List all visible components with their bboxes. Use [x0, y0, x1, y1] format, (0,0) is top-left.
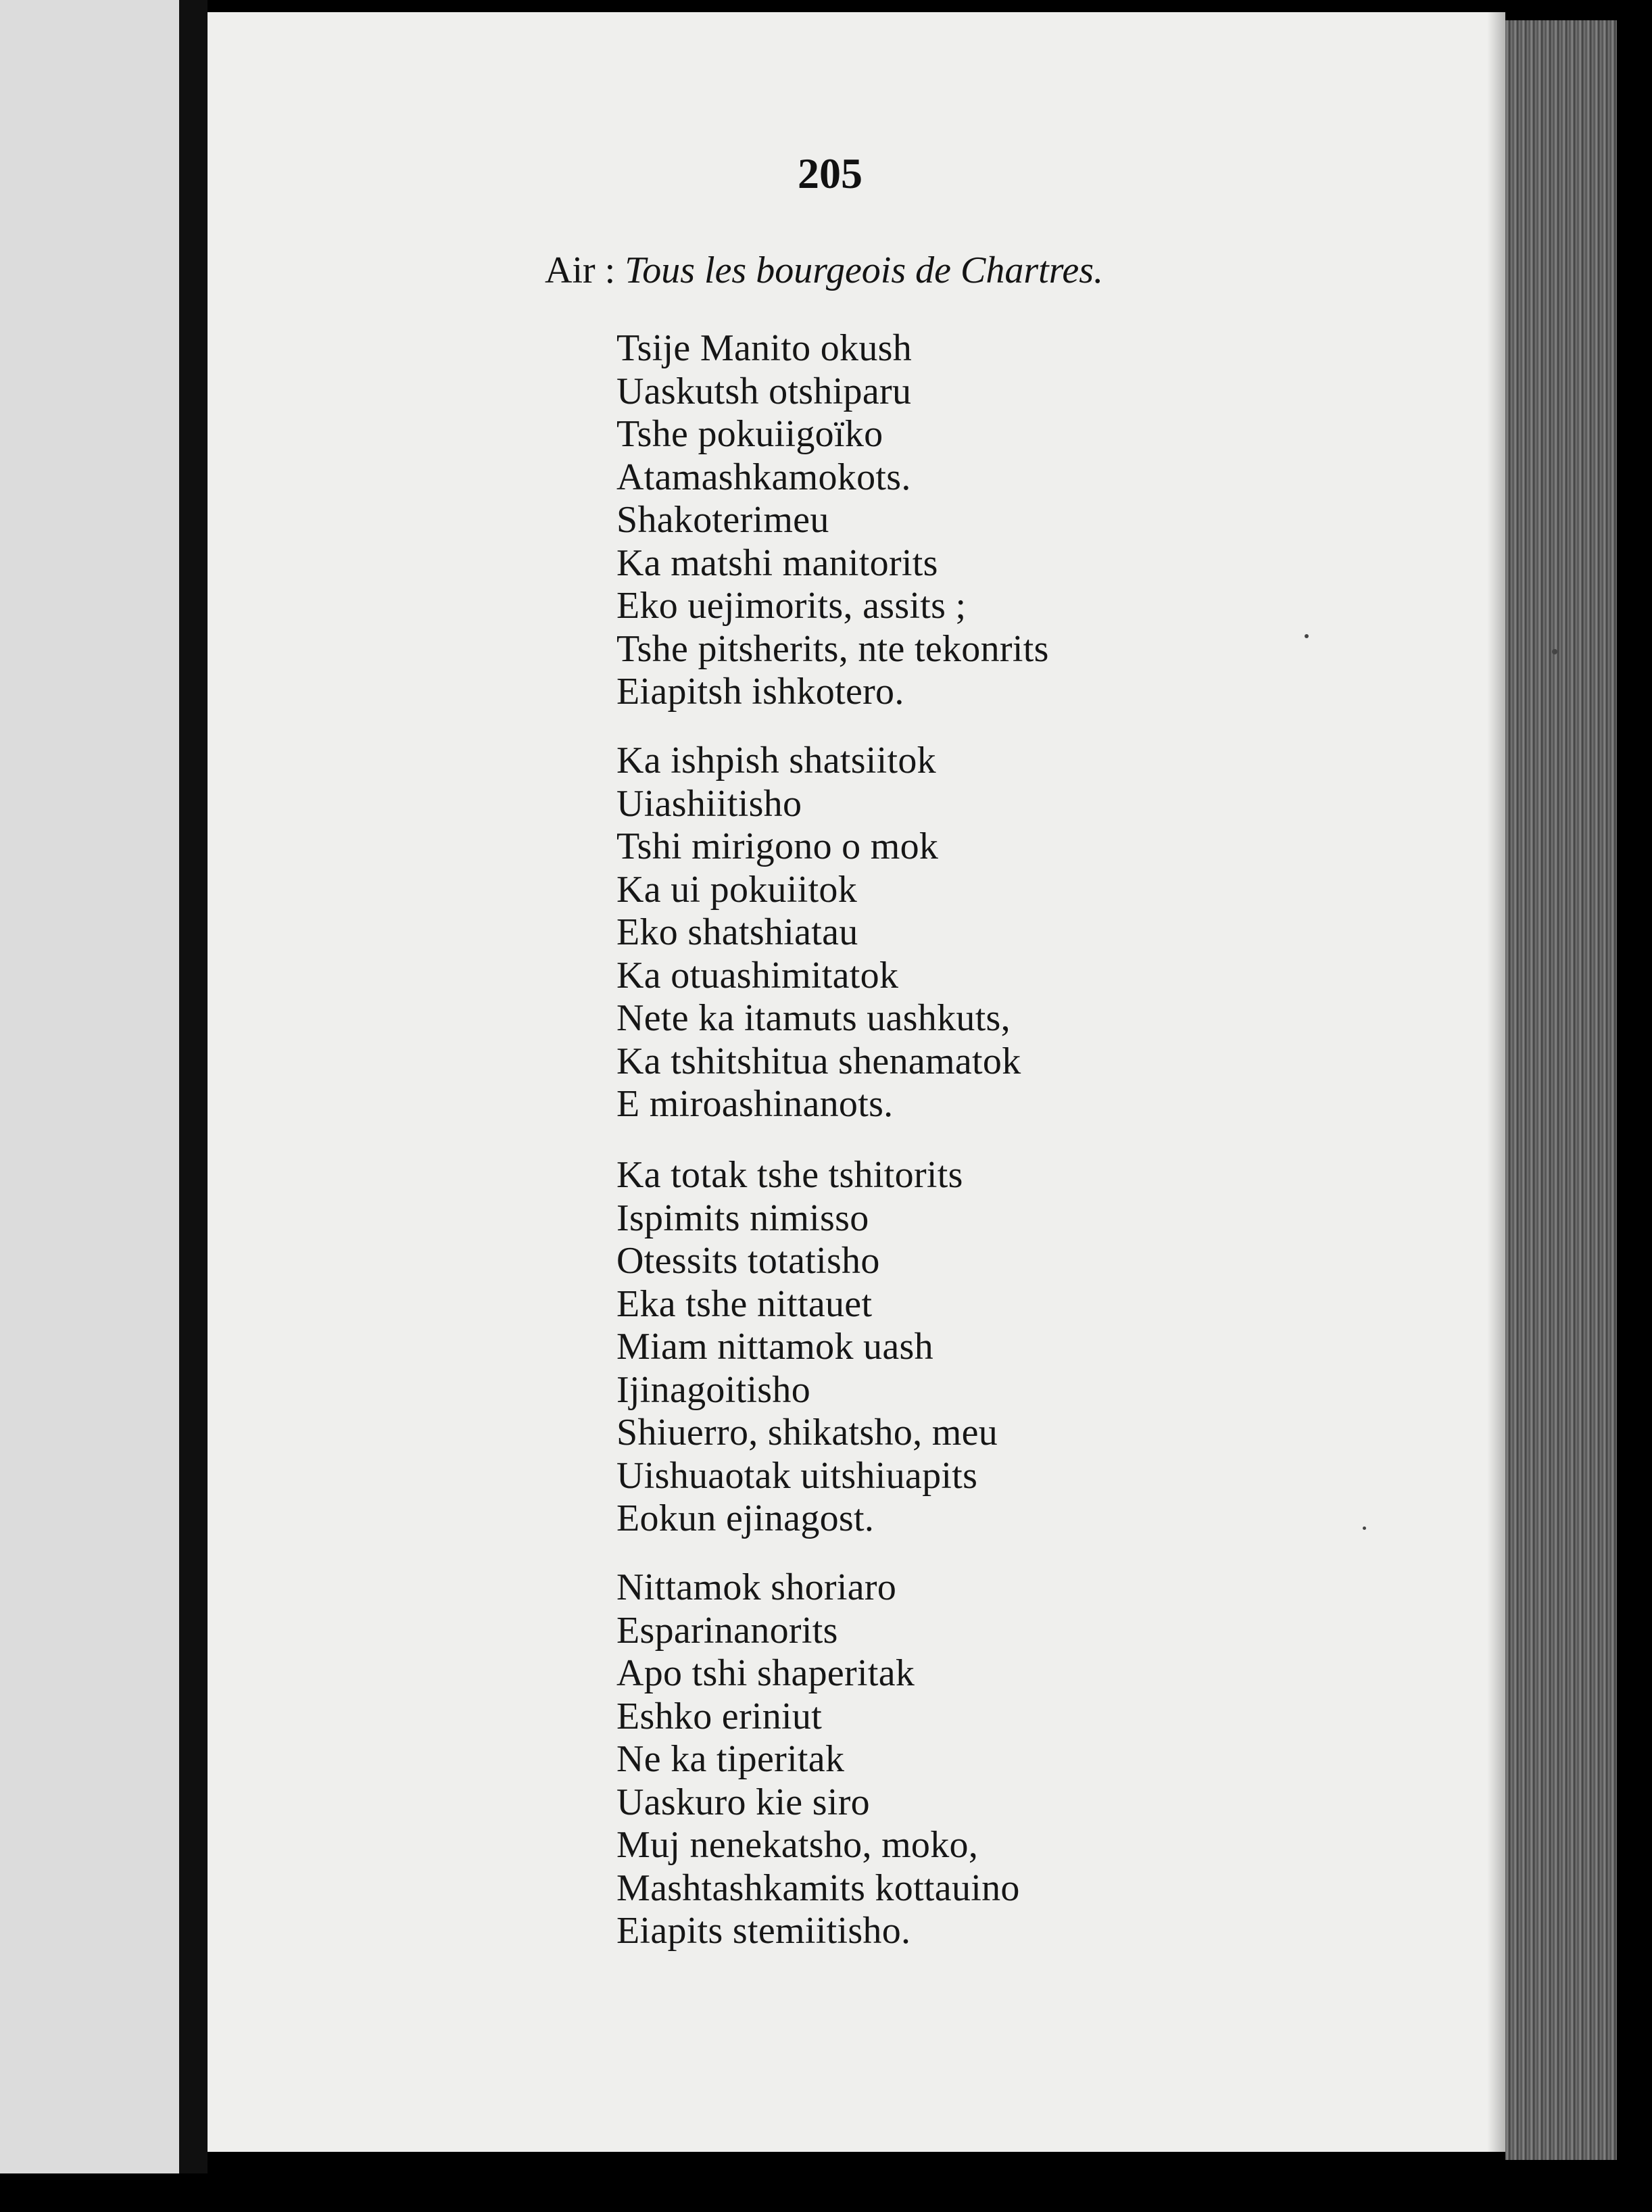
verse-line: Tshe pitsherits, nte tekonrits [616, 627, 1049, 670]
verse-line: Nete ka itamuts uashkuts, [616, 997, 1011, 1039]
book-gutter [179, 0, 208, 2173]
verse-line: Ka otuashimitatok [616, 954, 899, 996]
page-block-edge [1505, 20, 1617, 2160]
verse-line: Tsije Manito okush [616, 327, 913, 369]
verse-line: Eshko eriniut [616, 1695, 823, 1737]
page-speck [1552, 649, 1557, 654]
facing-page-edge [0, 0, 179, 2173]
tune-title: Tous les bourgeois de Chartres. [625, 249, 1104, 291]
stanza [616, 1566, 1020, 1953]
stanza [616, 1154, 998, 1541]
verse-line: Eokun ejinagost. [616, 1497, 875, 1539]
verse-line: Ispimits nimisso [616, 1197, 869, 1239]
tune-heading [545, 251, 1103, 289]
page-speck [1363, 1526, 1366, 1530]
verse-line: Ijinagoitisho [616, 1368, 810, 1411]
verse-line: Tshe pokuiigoïko [616, 413, 883, 455]
verse-line: Eiapitsh ishkotero. [616, 671, 904, 713]
verse-line: Eka tshe nittauet [616, 1282, 873, 1325]
stanza [616, 740, 1021, 1126]
verse-line: Uiashiitisho [616, 782, 802, 825]
verse-line: Uaskuro kie siro [616, 1781, 870, 1823]
verse-line: Apo tshi shaperitak [616, 1652, 915, 1694]
verse-line: Eko uejimorits, assits ; [616, 585, 967, 627]
verse-line: Ka ui pokuiitok [616, 868, 858, 911]
verse-line: Atamashkamokots. [616, 456, 911, 498]
verse-line: Uishuaotak uitshiuapits [616, 1454, 978, 1497]
verse-line: Muj nenekatsho, moko, [616, 1824, 979, 1866]
verse-line: Eko shatshiatau [616, 911, 858, 953]
verse-line: Ka totak tshe tshitorits [616, 1154, 963, 1196]
verse-line: Tshi mirigono o mok [616, 825, 939, 867]
verse-line: Miam nittamok uash [616, 1326, 933, 1368]
verse-line: Uaskutsh otshiparu [616, 370, 912, 412]
page-number: 205 [798, 149, 863, 197]
verse-line: Shakoterimeu [616, 499, 829, 541]
verse-line: Otessits totatisho [616, 1240, 880, 1282]
verse-line: Ne ka tiperitak [616, 1738, 845, 1780]
page-speck [1305, 634, 1309, 638]
verse-line: Ka tshitshitua shenamatok [616, 1040, 1021, 1082]
verse-line: Ka matshi manitorits [616, 542, 938, 584]
verse-line: Ka ishpish shatsiitok [616, 740, 936, 782]
tune-prefix: Air : [545, 249, 616, 291]
verse-line: Esparinanorits [616, 1609, 838, 1652]
verse-line: E miroashinanots. [616, 1083, 894, 1125]
verse-line: Nittamok shoriaro [616, 1566, 897, 1608]
verse-line: Eiapits stemiitisho. [616, 1910, 911, 1952]
stanza [616, 327, 1049, 714]
verse-line: Mashtashkamits kottauino [616, 1867, 1020, 1909]
verse-line: Shiuerro, shikatsho, meu [616, 1412, 998, 1453]
